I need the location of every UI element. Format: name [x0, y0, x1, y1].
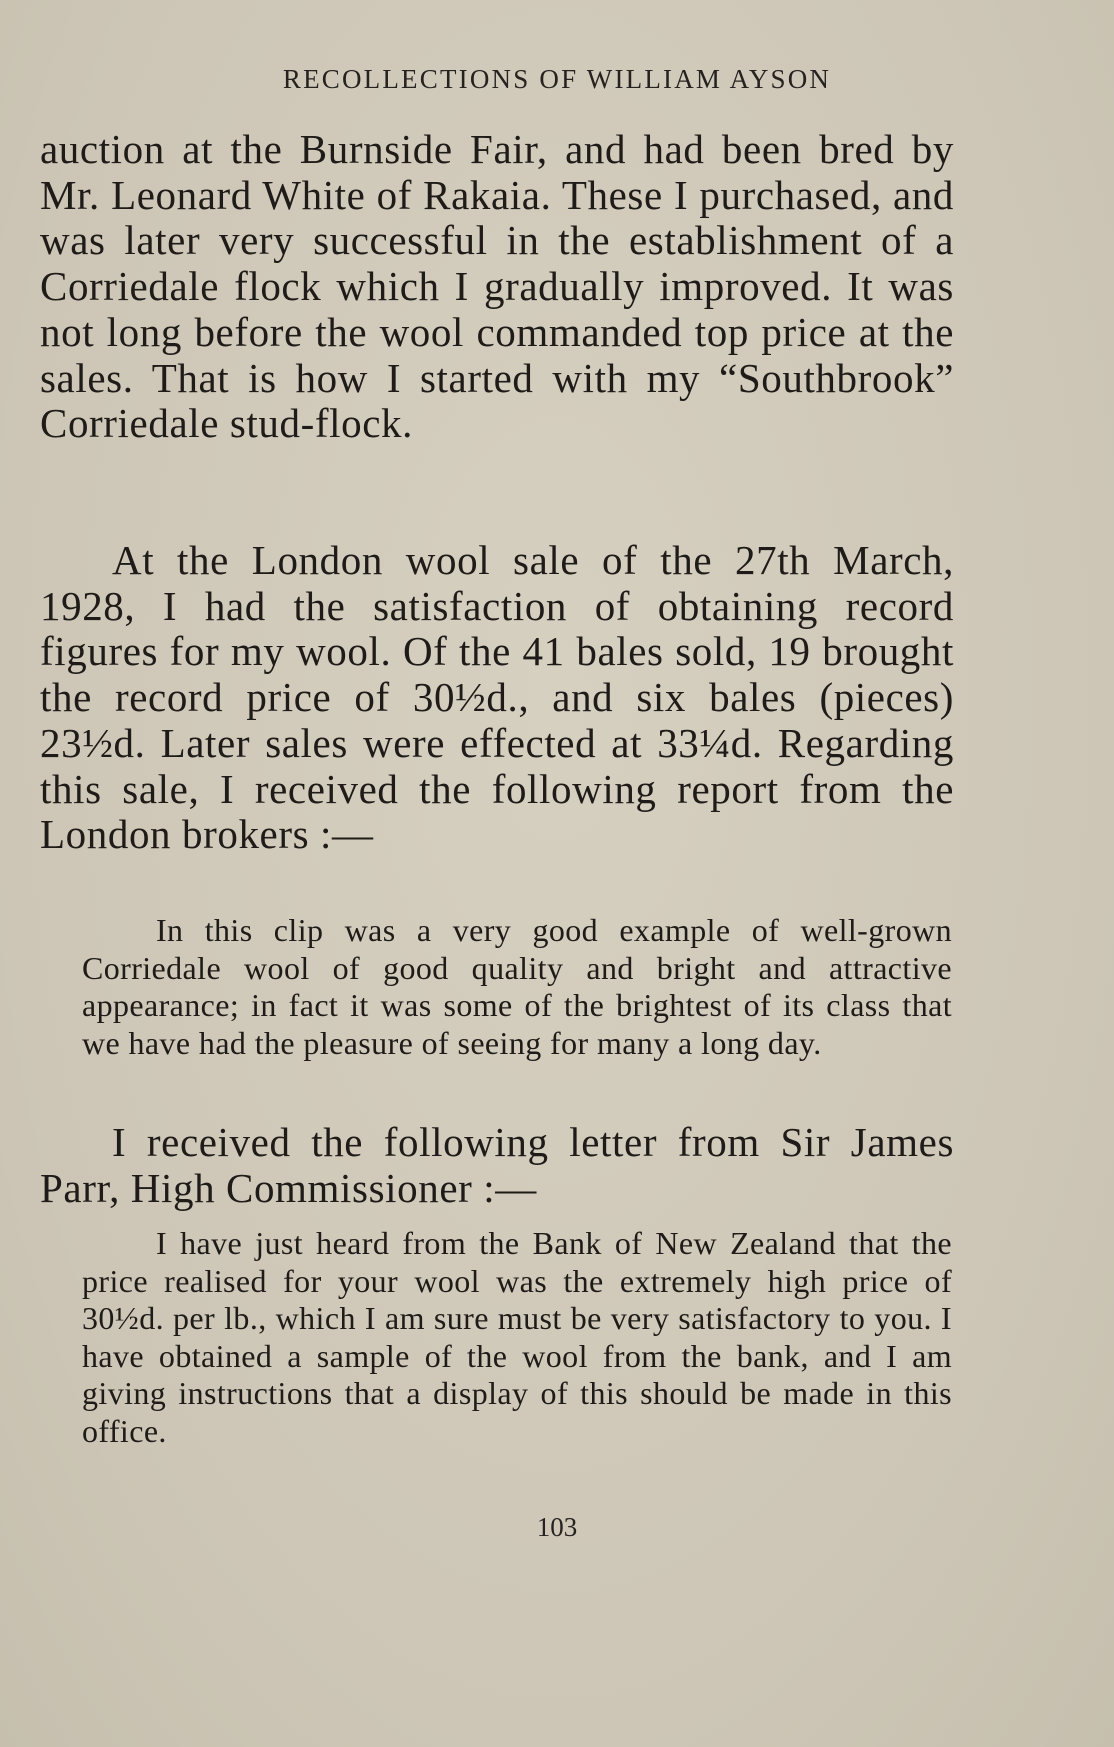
paragraph-london-wool-sale: At the London wool sale of the 27th March, 1928, I had the satisfaction of obtaining record figures for my wool. Of the 41 bales sold, 19 brought the record price of 30½d., and six bales (pieces) 23½d. Later sales were effected at 33¼d. Regarding this sale, I received the following report from the London brokers :— [40, 537, 954, 858]
quote-high-commissioner-letter: I have just heard from the Bank of New Zealand that the price realised for your wool was the extremely high price of 30½d. per lb., which I am sure must be very satisfactory to you. I have obtained a sample of the wool from the bank, and I am giving instructions that a display of this should be made in this office. [82, 1225, 952, 1449]
paragraph-auction: auction at the Burnside Fair, and had been bred by Mr. Leonard White of Rakaia. These I purchased, and was later very successful in the establishment of a Corriedale flock which I gradually improved. It was not long before the wool commanded top price at the sales. That is how I started with my “Southbrook” Corriedale stud-flock. [40, 126, 954, 447]
page-number: 103 [536, 1512, 578, 1542]
quote-brokers-report: In this clip was a very good example of well-grown Corriedale wool of good quality and bright and attractive appearance; in fact it was some of the brightest of its class that we have had the pleasure of seeing for many a long day. [82, 912, 952, 1061]
running-head: RECOLLECTIONS OF WILLIAM AYSON [282, 64, 832, 94]
paragraph-letter-intro: I received the following letter from Sir James Parr, High Commissioner :— [40, 1119, 954, 1211]
